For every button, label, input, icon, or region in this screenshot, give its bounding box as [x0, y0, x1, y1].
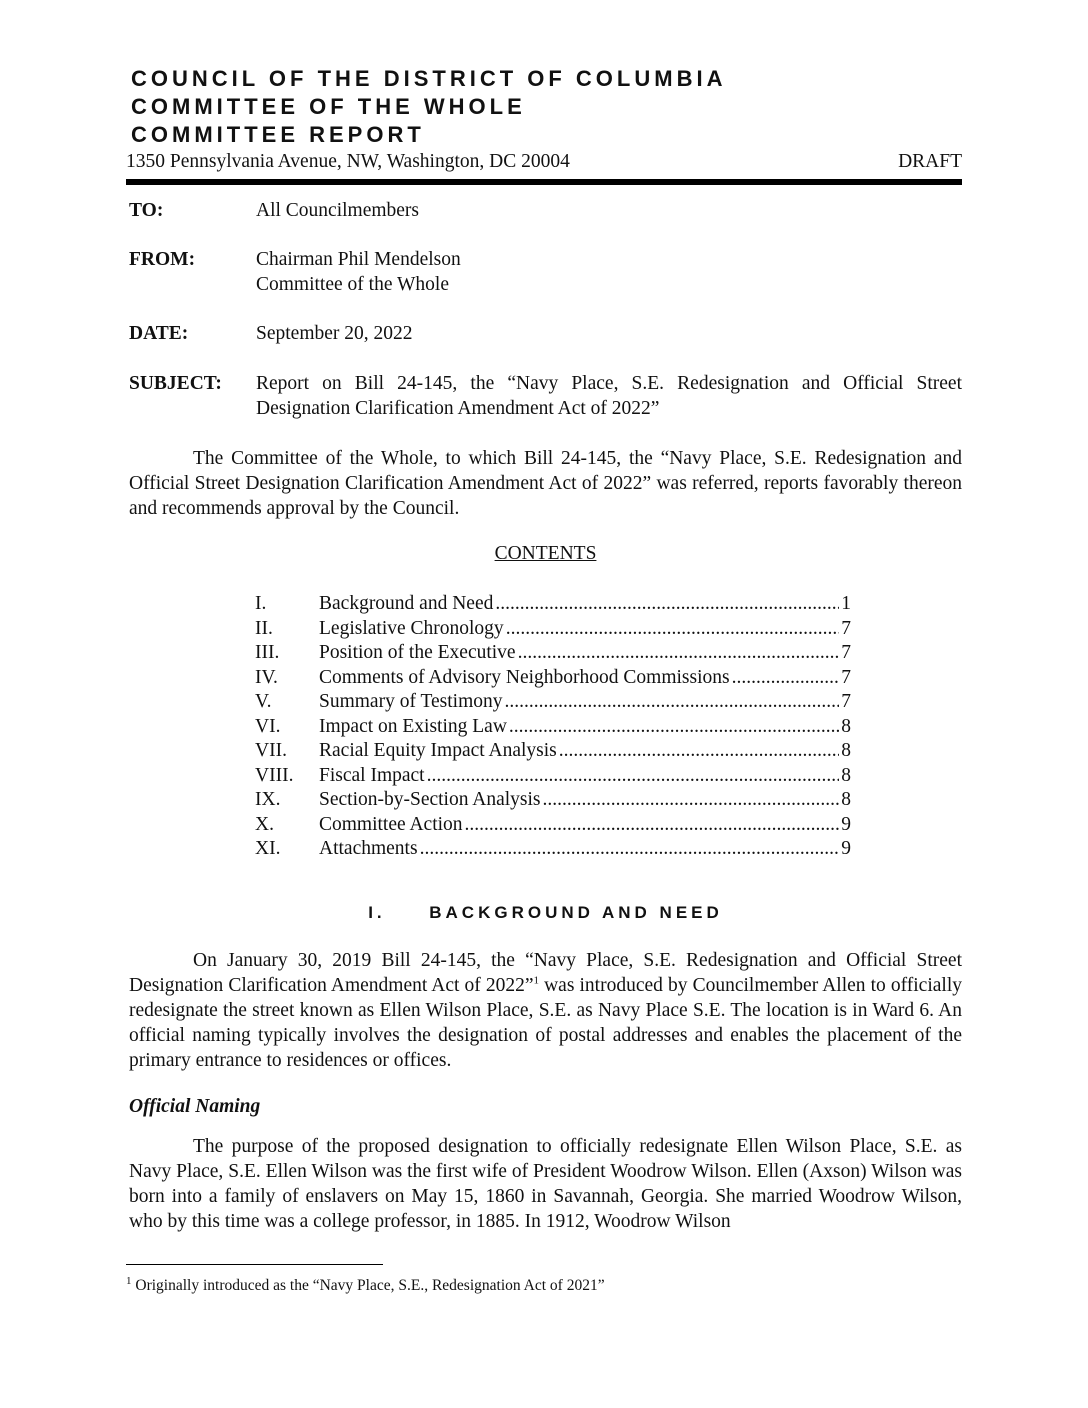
toc-num: XI.	[255, 838, 281, 859]
toc-num: IV.	[255, 666, 278, 688]
section-heading: I. BACKGROUND AND NEED	[368, 903, 723, 922]
toc-leader	[518, 641, 840, 666]
toc-page: 8	[841, 715, 851, 737]
toc-item[interactable]	[255, 666, 851, 691]
from-value-name: Chairman Phil Mendelson	[256, 249, 461, 270]
toc-page: 8	[841, 740, 851, 761]
from-label: FROM:	[129, 249, 196, 270]
toc-num: X.	[255, 813, 274, 835]
toc-item[interactable]	[255, 837, 851, 862]
intro-paragraph: The Committee of the Whole, to which Bill 24-145, the “Navy Place, S.E. Redesignation and Official Street Designation Clarification Amendment Act of 2022” was referred, reports favorably thereon and recommends approval by the Council.	[129, 448, 962, 519]
header-rule	[126, 179, 962, 185]
toc-leader	[495, 592, 839, 617]
toc-num: II.	[255, 617, 273, 639]
toc-num: VIII.	[255, 764, 294, 786]
background-text-part2: was introduced by Councilmember Allen to officially redesignate the street known as Ellen Wilson Place, S.E. as Navy Place S.E. The location is in Ward 6. An official naming typically involves the designation of postal addresses and enables the placement of the primary entrance to residences or offices.	[129, 975, 962, 1071]
toc-item[interactable]	[255, 813, 851, 838]
address-text: 1350 Pennsylvania Avenue, NW, Washington, DC 20004	[126, 151, 570, 172]
toc-leader	[506, 617, 840, 642]
toc-title: Fiscal Impact	[319, 764, 425, 786]
toc-item[interactable]	[255, 764, 851, 789]
toc-page: 9	[841, 813, 851, 835]
date-label: DATE:	[129, 323, 189, 344]
to-label: TO:	[129, 200, 164, 221]
from-value-committee: Committee of the Whole	[256, 274, 449, 295]
toc-page: 7	[841, 691, 851, 712]
contents-heading	[129, 543, 962, 565]
header-committee-name: COMMITTEE OF THE WHOLE	[131, 94, 526, 119]
header-council-name: COUNCIL OF THE DISTRICT OF COLUMBIA	[131, 66, 727, 91]
toc-item[interactable]	[255, 690, 851, 715]
toc-title: Background and Need	[319, 593, 494, 614]
to-value: All Councilmembers	[256, 200, 420, 221]
toc-item[interactable]	[255, 715, 851, 740]
footnote-text: Originally introduced as the “Navy Place, S.E., Redesignation Act of 2021”	[131, 1277, 605, 1294]
toc-num: IX.	[255, 789, 281, 810]
toc-page: 1	[841, 593, 851, 614]
date-value: September 20, 2022	[256, 323, 413, 344]
toc-leader	[559, 739, 840, 764]
toc-title: Summary of Testimony	[319, 691, 503, 712]
toc-num: VI.	[255, 715, 281, 737]
toc-page: 8	[841, 789, 851, 810]
header-report-type: COMMITTEE REPORT	[131, 122, 425, 147]
footnote-mark: 1	[126, 1274, 132, 1287]
toc-item[interactable]	[255, 788, 851, 813]
toc-title: Impact on Existing Law	[319, 715, 507, 737]
toc-page: 7	[841, 617, 851, 639]
toc-page: 7	[841, 642, 851, 663]
toc-item[interactable]	[255, 739, 851, 764]
contents-title: CONTENTS	[494, 543, 597, 564]
toc-leader	[427, 764, 840, 789]
toc-leader	[509, 715, 839, 740]
toc-leader	[420, 837, 840, 862]
footnote-reference[interactable]: 1	[533, 974, 540, 987]
toc-item[interactable]	[255, 641, 851, 666]
toc-title: Racial Equity Impact Analysis	[319, 740, 557, 761]
toc-leader	[465, 813, 840, 838]
background-paragraph	[129, 948, 962, 1073]
background-text-part1: On January 30, 2019 Bill 24-145, the “Navy Place, S.E. Redesignation and Official Street Designation Clarification Amendment Act of 2022”	[129, 950, 962, 996]
toc-page: 7	[841, 666, 851, 688]
toc-page: 8	[841, 764, 851, 786]
address-line	[126, 151, 962, 173]
toc-title: Committee Action	[319, 813, 463, 835]
toc-leader	[732, 666, 840, 691]
subject-value: Report on Bill 24-145, the “Navy Place, S.E. Redesignation and Official Street Designation Clarification Amendment Act of 2022”	[256, 373, 962, 419]
toc-item[interactable]	[255, 592, 851, 617]
toc-title: Comments of Advisory Neighborhood Commissions	[319, 666, 730, 688]
toc-title: Legislative Chronology	[319, 617, 504, 639]
subject-label: SUBJECT:	[129, 373, 222, 394]
footnote	[126, 1274, 605, 1295]
toc-title: Attachments	[319, 838, 418, 859]
toc-page: 9	[841, 838, 851, 859]
toc-title: Position of the Executive	[319, 642, 516, 663]
official-naming-paragraph: The purpose of the proposed designation to officially redesignate Ellen Wilson Place, S.E. as Navy Place, S.E. Ellen Wilson was the first wife of President Woodrow Wilson. Ellen (Axson) Wilson was born into a family of enslavers on May 15, 1860 in Savannah, Georgia. She married Woodrow Wilson, who by this time was a college professor, in 1885. In 1912, Woodrow Wilson	[129, 1136, 962, 1232]
table-of-contents	[255, 592, 851, 862]
toc-num: III.	[255, 642, 280, 663]
toc-title: Section-by-Section Analysis	[319, 789, 541, 810]
draft-status: DRAFT	[898, 151, 962, 172]
toc-num: V.	[255, 691, 272, 712]
toc-num: I.	[255, 593, 267, 614]
toc-item[interactable]	[255, 617, 851, 642]
toc-leader	[543, 788, 840, 813]
toc-num: VII.	[255, 740, 287, 761]
footnote-rule	[126, 1264, 383, 1265]
toc-leader	[505, 690, 840, 715]
official-naming-heading: Official Naming	[129, 1096, 261, 1117]
